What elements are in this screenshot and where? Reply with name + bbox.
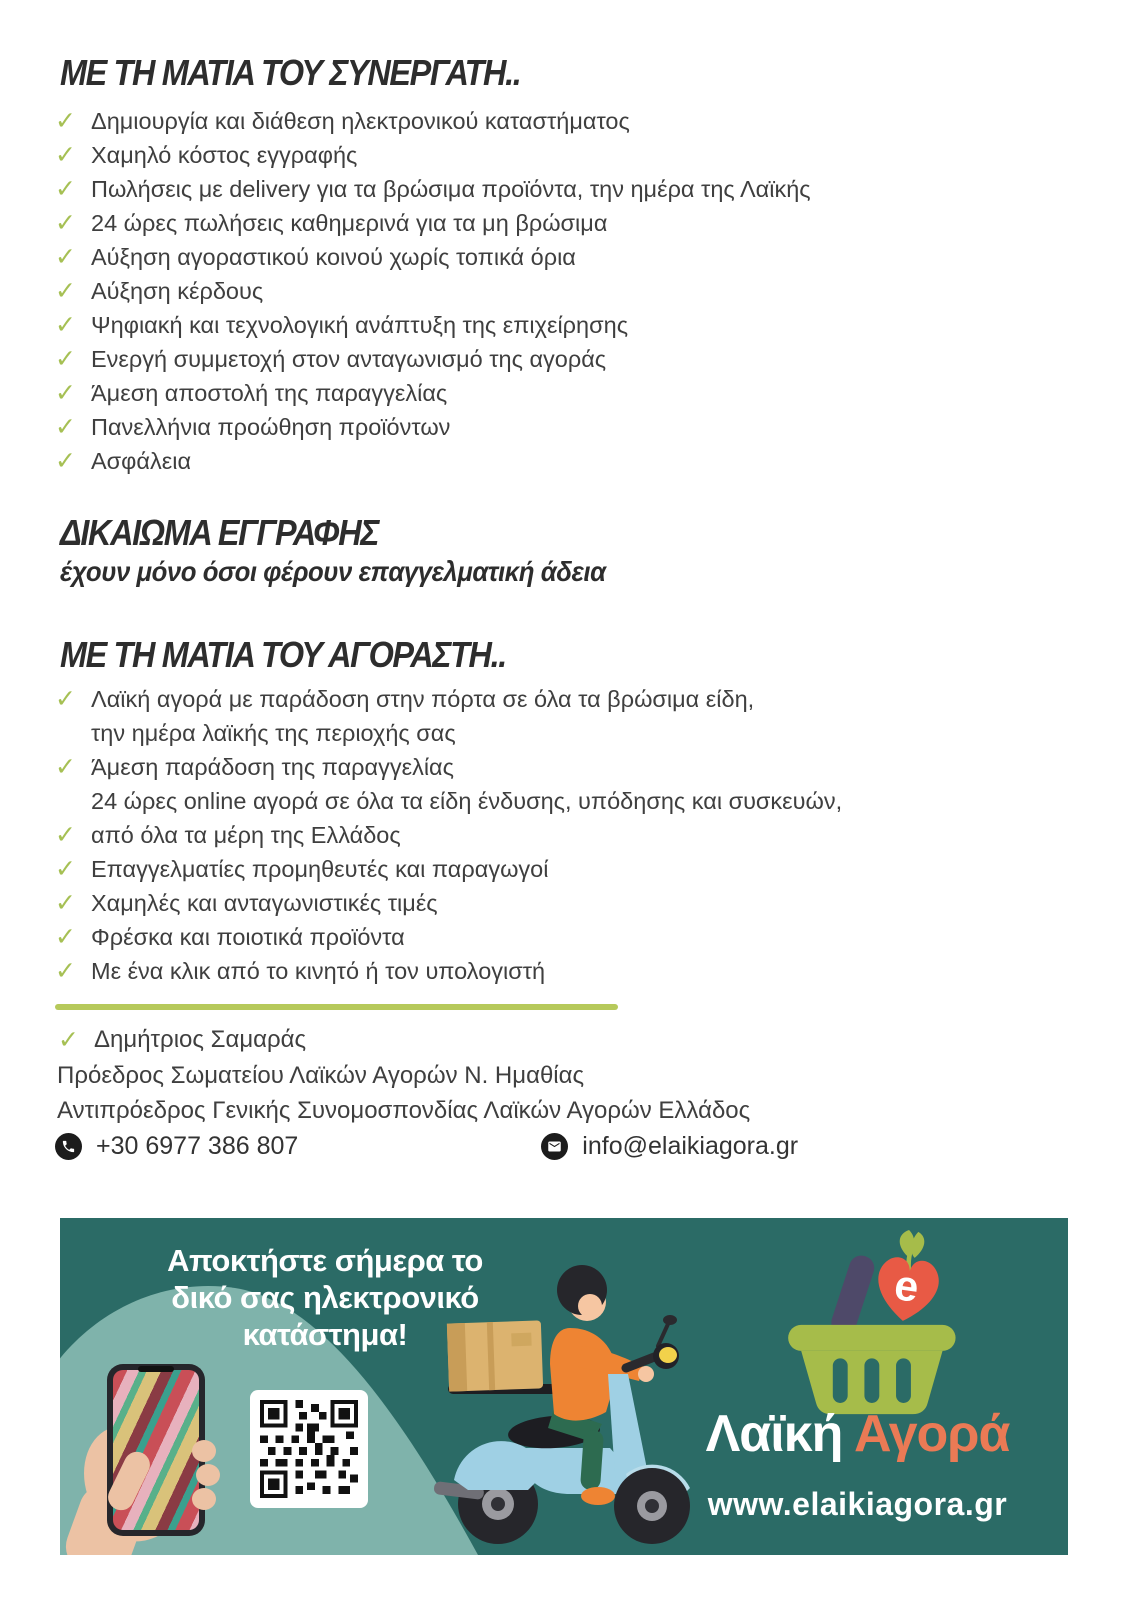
list-item — [55, 818, 842, 852]
brand-word-agora: Αγορά — [853, 1405, 1010, 1463]
contact-phone[interactable]: +30 6977 386 807 — [96, 1132, 299, 1160]
fingertip — [192, 1488, 216, 1510]
list-item — [55, 920, 842, 954]
list-item-label: Αύξηση αγοραστικού κοινού χωρίς τοπικά όρια — [91, 243, 576, 270]
list-item — [55, 104, 811, 138]
check-icon: ✓ — [55, 888, 76, 917]
check-icon: ✓ — [55, 684, 76, 713]
check-icon: ✓ — [55, 310, 76, 339]
check-icon: ✓ — [55, 242, 76, 271]
list-item-label: Ψηφιακή και τεχνολογική ανάπτυξη της επιχείρησης — [91, 311, 629, 338]
banner-headline-line2: δικό σας ηλεκτρονικό — [171, 1280, 479, 1315]
list-item-label: Με ένα κλικ από το κινητό ή τον υπολογιστή — [91, 957, 546, 984]
list-item-label: Άμεση αποστολή της παραγγελίας — [91, 379, 448, 406]
check-icon: ✓ — [55, 140, 76, 169]
check-icon: ✓ — [55, 106, 76, 135]
list-item — [55, 138, 811, 172]
list-item-label: Ενεργή συμμετοχή στον ανταγωνισμό της αγοράς — [91, 345, 607, 372]
elaikiagora-logo — [765, 1230, 975, 1416]
buyer-checklist — [55, 682, 842, 988]
list-item-label: Χαμηλές και ανταγωνιστικές τιμές — [91, 889, 438, 916]
check-icon: ✓ — [55, 446, 76, 475]
check-icon: ✓ — [55, 344, 76, 373]
buyer-section-title: ΜΕ ΤΗ ΜΑΤΙΑ ΤΟΥ ΑΓΟΡΑΣΤΗ.. — [60, 634, 506, 675]
check-icon: ✓ — [55, 922, 76, 951]
list-item-label: Ασφάλεια — [91, 447, 192, 474]
list-item — [55, 682, 842, 716]
check-icon: ✓ — [55, 208, 76, 237]
list-item-label: Άμεση παράδοση της παραγγελίας — [91, 753, 454, 780]
list-item — [55, 274, 811, 308]
banner-headline-line3: κατάστημα! — [242, 1317, 408, 1352]
list-item-label: 24 ώρες online αγορά σε όλα τα είδη ένδυσης, υπόδησης και συσκευών, — [91, 787, 843, 814]
list-item-label: την ημέρα λαϊκής της περιοχής σας — [91, 719, 456, 746]
check-icon: ✓ — [55, 174, 76, 203]
check-icon: ✓ — [55, 412, 76, 441]
check-icon: ✓ — [55, 820, 76, 849]
check-icon: ✓ — [55, 854, 76, 883]
section-divider — [55, 1004, 618, 1010]
list-item — [55, 308, 811, 342]
list-item — [55, 376, 811, 410]
phone-notch — [138, 1366, 174, 1372]
list-item — [55, 750, 842, 784]
list-item-label: Πωλήσεις με delivery για τα βρώσιμα προϊόντα, την ημέρα της Λαϊκής — [91, 175, 811, 202]
fingertip — [192, 1440, 216, 1462]
banner-headline-line1: Αποκτήστε σήμερα το — [167, 1243, 483, 1278]
contact-communication-row — [55, 1132, 798, 1161]
email-icon — [541, 1133, 568, 1160]
website-url[interactable]: www.elaikiagora.gr — [707, 1486, 1008, 1522]
list-item — [55, 206, 811, 240]
fingertip — [196, 1464, 220, 1486]
list-item — [55, 954, 842, 988]
list-item — [55, 342, 811, 376]
list-item-label: 24 ώρες πωλήσεις καθημερινά για τα μη βρώσιμα — [91, 209, 608, 236]
check-icon: ✓ — [55, 276, 76, 305]
partner-checklist — [55, 104, 811, 478]
list-item — [55, 444, 811, 478]
list-item-label: Αύξηση κέρδους — [91, 277, 264, 304]
partner-section-title: ΜΕ ΤΗ ΜΑΤΙΑ ΤΟΥ ΣΥΝΕΡΓΑΤΗ.. — [60, 52, 521, 93]
list-item-label: Επαγγελματίες προμηθευτές και παραγωγοί — [91, 855, 549, 882]
contact-name: Δημήτριος Σαμαράς — [94, 1026, 307, 1053]
contact-role-1: Πρόεδρος Σωματείου Λαϊκών Αγορών Ν. Ημαθίας — [57, 1062, 585, 1089]
list-item — [55, 886, 842, 920]
contact-role-2: Αντιπρόεδρος Γενικής Συνομοσπονδίας Λαϊκών Αγορών Ελλάδος — [57, 1097, 751, 1124]
list-item-label: Λαϊκή αγορά με παράδοση στην πόρτα σε όλα τα βρώσιμα είδη, — [91, 685, 755, 712]
contact-name-row — [58, 1026, 306, 1054]
list-item-label: Χαμηλό κόστος εγγραφής — [91, 141, 358, 168]
list-item — [55, 716, 842, 750]
check-icon: ✓ — [58, 1025, 79, 1054]
promo-banner — [60, 1218, 1068, 1555]
phone-icon — [55, 1133, 82, 1160]
list-item-label: από όλα τα μέρη της Ελλάδος — [91, 821, 401, 848]
check-icon: ✓ — [55, 378, 76, 407]
logo-e-letter: e — [891, 1261, 922, 1313]
list-item — [55, 410, 811, 444]
list-item-label: Πανελλήνια προώθηση προϊόντων — [91, 413, 451, 440]
list-item-label: Δημιουργία και διάθεση ηλεκτρονικού καταστήματος — [91, 107, 630, 134]
registration-subtitle: έχουν μόνο όσοι φέρουν επαγγελματική άδεια — [60, 556, 606, 587]
list-item — [55, 172, 811, 206]
list-item — [55, 784, 842, 818]
contact-email[interactable]: info@elaikiagora.gr — [582, 1132, 799, 1160]
check-icon: ✓ — [55, 956, 76, 985]
qr-code[interactable] — [250, 1390, 368, 1508]
check-icon: ✓ — [55, 752, 76, 781]
brand-word-laiki: Λαϊκή — [705, 1405, 843, 1463]
list-item — [55, 240, 811, 274]
brand-wordmark — [660, 1404, 1055, 1464]
registration-title: ΔΙΚΑΙΩΜΑ ΕΓΓΡΑΦΗΣ — [60, 512, 379, 553]
list-item — [55, 852, 842, 886]
list-item-label: Φρέσκα και ποιοτικά προϊόντα — [91, 923, 405, 950]
